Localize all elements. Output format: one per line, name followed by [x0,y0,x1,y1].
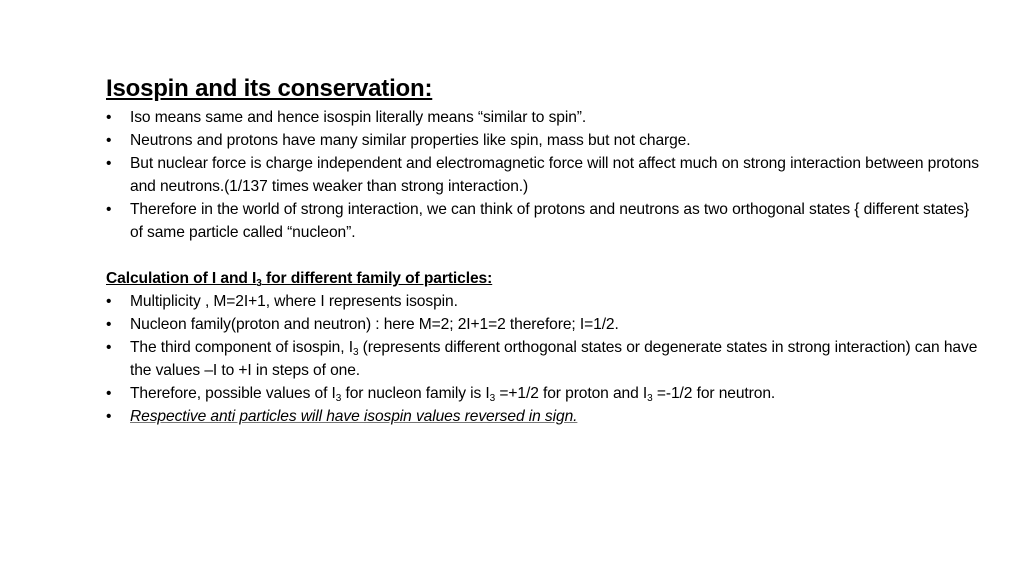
bullet-text [130,339,977,379]
bullet-text: Iso means same and hence isospin literally means “similar to spin”. [130,109,587,126]
list-item [106,129,986,152]
bullet-icon: • [106,201,112,218]
subscript: 3 [647,393,653,404]
bullet-icon: • [106,339,112,356]
text-fragment: =-1/2 for neutron. [652,385,776,402]
bullet-text [130,385,775,402]
list-item [106,405,986,428]
bullet-icon: • [106,155,112,172]
subscript: 3 [256,278,262,289]
bullet-text-italic: Respective anti particles will have isospin values reversed in sign. [130,408,578,425]
subscript: 3 [352,347,359,358]
isospin-bullet-list [106,106,986,244]
subscript: 3 [489,393,496,404]
list-item [106,106,986,129]
list-item [106,336,986,382]
bullet-icon: • [106,109,112,126]
subtitle-text-post: for different family of particles: [261,270,493,287]
section-title-calculation [106,267,986,290]
list-item [106,290,986,313]
bullet-text: Neutrons and protons have many similar properties like spin, mass but not charge. [130,132,691,149]
text-fragment: (represents different orthogonal states or degenerate states in strong interaction) can have the values –I to +I in steps of one. [130,339,978,379]
text-fragment: =+1/2 for proton and I [495,385,648,402]
section-title-isospin: Isospin and its conservation: [106,75,433,102]
bullet-icon: • [106,408,112,425]
section-spacer [106,244,986,267]
text-fragment: for nucleon family is I [341,385,490,402]
bullet-icon: • [106,293,112,310]
list-item [106,382,986,405]
bullet-text: Nucleon family(proton and neutron) : here M=2; 2I+1=2 therefore; I=1/2. [130,316,619,333]
subtitle-text-pre: Calculation of I and I [106,270,257,287]
list-item [106,152,986,198]
bullet-text: Multiplicity , M=2I+1, where I represents isospin. [130,293,458,310]
bullet-text: Therefore in the world of strong interaction, we can think of protons and neutrons as two orthogonal states { different states} of same particle called “nucleon”. [130,201,970,241]
subscript: 3 [335,393,342,404]
bullet-icon: • [106,316,112,333]
list-item [106,198,986,244]
calculation-bullet-list [106,290,986,428]
text-fragment: Therefore, possible values of I [130,385,336,402]
bullet-icon: • [106,385,112,402]
list-item [106,313,986,336]
slide-content [106,74,986,428]
bullet-icon: • [106,132,112,149]
text-fragment: The third component of isospin, I [130,339,353,356]
bullet-text: But nuclear force is charge independent and electromagnetic force will not affect much on strong interaction between protons and neutrons.(1/137 times weaker than strong interaction.) [130,155,979,195]
